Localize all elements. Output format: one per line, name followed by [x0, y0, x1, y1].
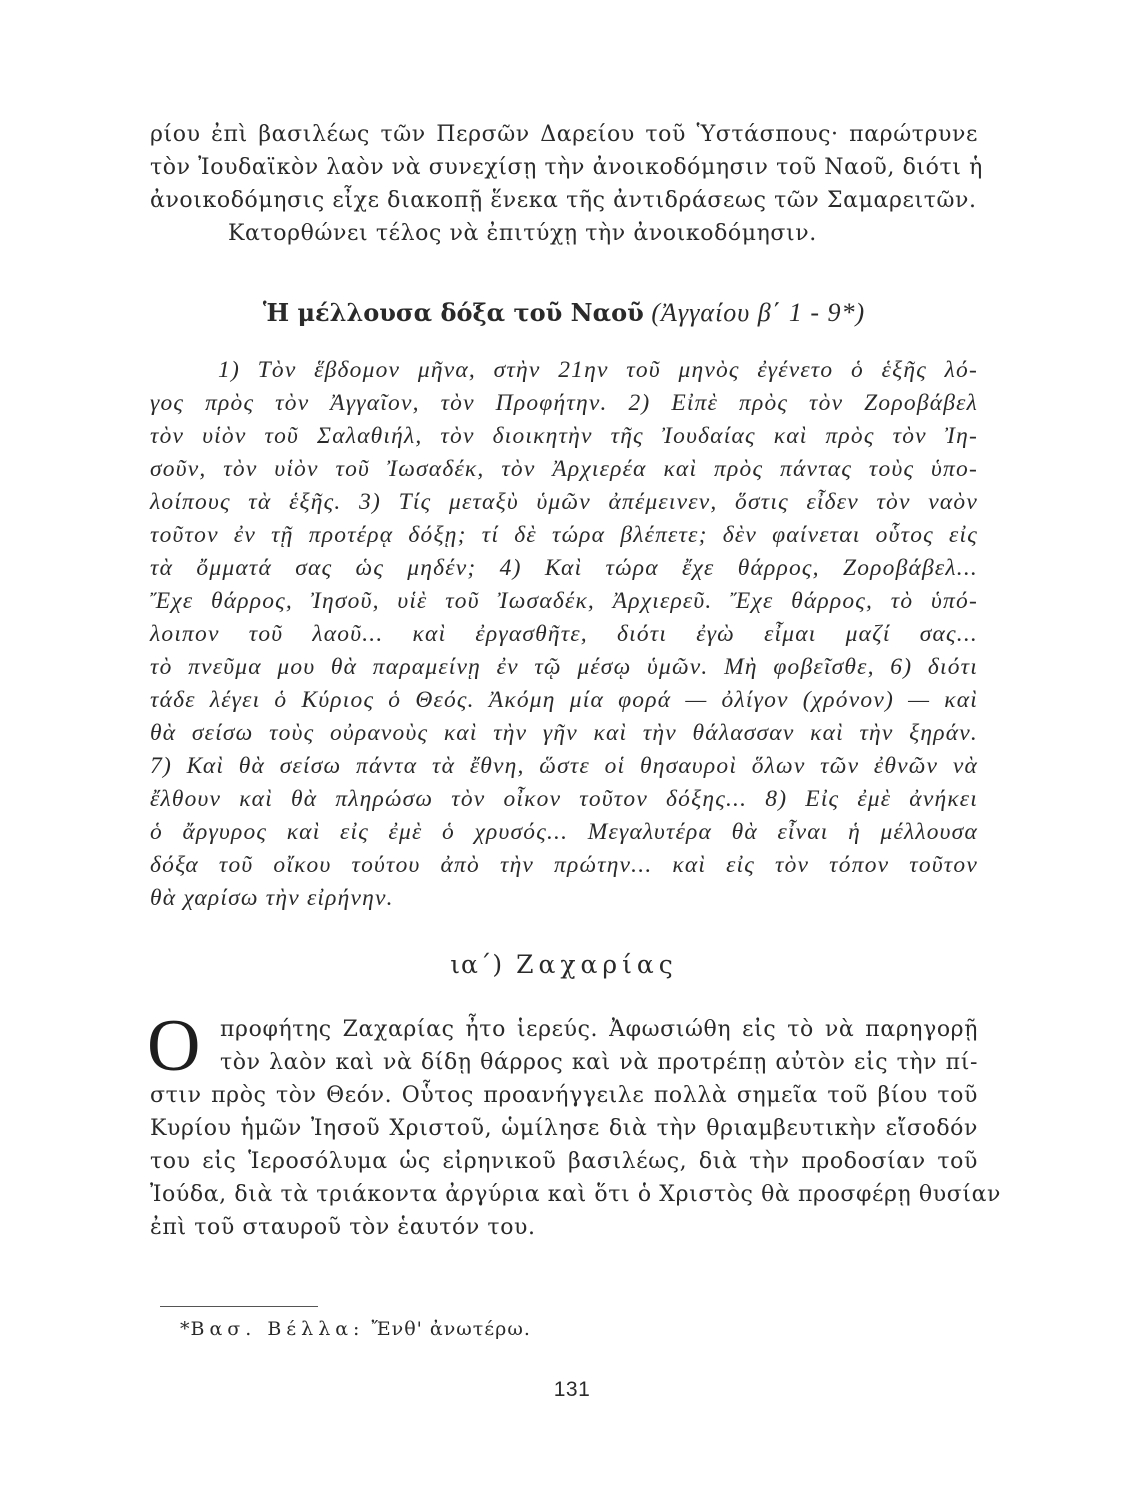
scripture-line: λοιπον τοῦ λαοῦ... καὶ ἐργασθῆτε, διότι ἐγὼ εἶμαι μαζί σας... — [150, 621, 978, 647]
intro-line: τὸν Ἰουδαϊκὸν λαὸν νὰ συνεχίσῃ τὴν ἀνοικοδόμησιν τοῦ Ναοῦ, διότι ἡ — [150, 155, 983, 180]
scripture-passage — [150, 354, 978, 915]
chapter-heading-title: Ζαχαρίας — [516, 950, 678, 979]
footnote — [180, 1318, 531, 1340]
zachariah-line: στιν πρὸς τὸν Θεόν. Οὗτος προανήγγειλε πολλὰ σημεῖα τοῦ βίου τοῦ — [150, 1083, 978, 1108]
scripture-line: γος πρὸς τὸν Ἀγγαῖον, τὸν Προφήτην. 2) Εἰπὲ πρὸς τὸν Ζοροβάβελ — [150, 390, 978, 416]
chapter-heading-number: ια΄) — [450, 950, 504, 979]
page-number: 131 — [553, 1378, 591, 1401]
scripture-line: τάδε λέγει ὁ Κύριος ὁ Θεός. Ἀκόμη μία φορά — ὀλίγον (χρόνον) — καὶ — [150, 687, 978, 713]
zachariah-line: Ἰούδα, διὰ τὰ τριάκοντα ἀργύρια καὶ ὅτι ὁ Χριστὸς θὰ προσφέρῃ θυσίαν — [150, 1182, 1002, 1207]
footnote-text: Ἔνθ' ἀνωτέρω. — [371, 1318, 531, 1340]
scripture-line: τοῦτον ἐν τῇ προτέρᾳ δόξῃ; τί δὲ τώρα βλέπετε; δὲν φαίνεται οὗτος εἰς — [150, 522, 978, 548]
scripture-line: λοίπους τὰ ἑξῆς. 3) Τίς μεταξὺ ὑμῶν ἀπέμεινεν, ὅστις εἶδεν τὸν ναὸν — [150, 489, 978, 515]
section-title — [150, 288, 978, 338]
zachariah-line: τὸν λαὸν καὶ νὰ δίδῃ θάρρος καὶ νὰ προτρέπῃ αὐτὸν εἰς τὴν πί- — [220, 1050, 978, 1075]
scripture-line: ὁ ἄργυρος καὶ εἰς ἐμὲ ὁ χρυσός... Μεγαλυτέρα θὰ εἶναι ἡ μέλλουσα — [150, 819, 978, 845]
section-title-reference: (Ἀγγαίου β΄ 1 - 9*) — [651, 298, 866, 327]
intro-line: ἀνοικοδόμησις εἶχε διακοπῇ ἕνεκα τῆς ἀντιδράσεως τῶν Σαμαρειτῶν. — [150, 188, 977, 213]
drop-cap: Ο — [147, 1005, 201, 1087]
intro-paragraph — [150, 118, 983, 250]
zachariah-paragraph — [147, 1005, 1002, 1244]
footnote-author: Βασ. Βέλλα: — [190, 1318, 365, 1340]
intro-line: Κατορθώνει τέλος νὰ ἐπιτύχῃ τὴν ἀνοικοδόμησιν. — [228, 221, 817, 246]
scripture-line: σοῦν, τὸν υἱὸν τοῦ Ἰωσαδέκ, τὸν Ἀρχιερέα καὶ πρὸς πάντας τοὺς ὑπο- — [150, 456, 978, 482]
scripture-line: θὰ σείσω τοὺς οὐρανοὺς καὶ τὴν γῆν καὶ τὴν θάλασσαν καὶ τὴν ξηράν. — [150, 720, 978, 746]
scripture-line: Ἔχε θάρρος, Ἰησοῦ, υἱὲ τοῦ Ἰωσαδέκ, Ἀρχιερεῦ. Ἔχε θάρρος, τὸ ὑπό- — [150, 588, 978, 614]
scripture-line: δόξα τοῦ οἴκου τούτου ἀπὸ τὴν πρώτην... καὶ εἰς τὸν τόπον τοῦτον — [150, 852, 978, 878]
scripture-line: 7) Καὶ θὰ σείσω πάντα τὰ ἔθνη, ὥστε οἱ θησαυροὶ ὅλων τῶν ἐθνῶν νὰ — [150, 753, 978, 779]
scripture-line: τὸ πνεῦμα μου θὰ παραμείνῃ ἐν τῷ μέσῳ ὑμῶν. Μὴ φοβεῖσθε, 6) διότι — [150, 654, 978, 680]
footnote-marker: * — [180, 1318, 191, 1340]
zachariah-line: του εἰς Ἱεροσόλυμα ὡς εἰρηνικοῦ βασιλέως, διὰ τὴν προδοσίαν τοῦ — [150, 1149, 978, 1174]
page-body — [147, 118, 1002, 1244]
scripture-line: 1) Τὸν ἕβδομον μῆνα, στὴν 21ην τοῦ μηνὸς ἐγένετο ὁ ἑξῆς λό- — [218, 357, 978, 383]
intro-line: ρίου ἐπὶ βασιλέως τῶν Περσῶν Δαρείου τοῦ Ὑστάσπους· παρώτρυνε — [150, 122, 978, 147]
zachariah-line: Κυρίου ἡμῶν Ἰησοῦ Χριστοῦ, ὡμίλησε διὰ τὴν θριαμβευτικὴν εἴσοδόν — [150, 1116, 978, 1141]
scripture-line: τὰ ὄμματά σας ὡς μηδέν; 4) Καὶ τώρα ἔχε θάρρος, Ζοροβάβελ... — [150, 555, 978, 581]
scripture-line: τὸν υἱὸν τοῦ Σαλαθιήλ, τὸν διοικητὴν τῆς Ἰουδαίας καὶ πρὸς τὸν Ἰη- — [150, 423, 978, 449]
scripture-line: ἔλθουν καὶ θὰ πληρώσω τὸν οἶκον τοῦτον δόξης... 8) Εἰς ἐμὲ ἀνήκει — [150, 786, 978, 812]
chapter-heading — [150, 937, 978, 993]
footnote-divider — [160, 1306, 318, 1307]
zachariah-line: προφήτης Ζαχαρίας ἦτο ἱερεύς. Ἀφωσιώθη εἰς τὸ νὰ παρηγορῇ — [220, 1017, 978, 1042]
scripture-line: θὰ χαρίσω τὴν εἰρήνην. — [150, 885, 394, 911]
section-title-text: Ἡ μέλλουσα δόξα τοῦ Ναοῦ — [262, 298, 644, 327]
zachariah-line: ἐπὶ τοῦ σταυροῦ τὸν ἑαυτόν του. — [150, 1215, 536, 1240]
